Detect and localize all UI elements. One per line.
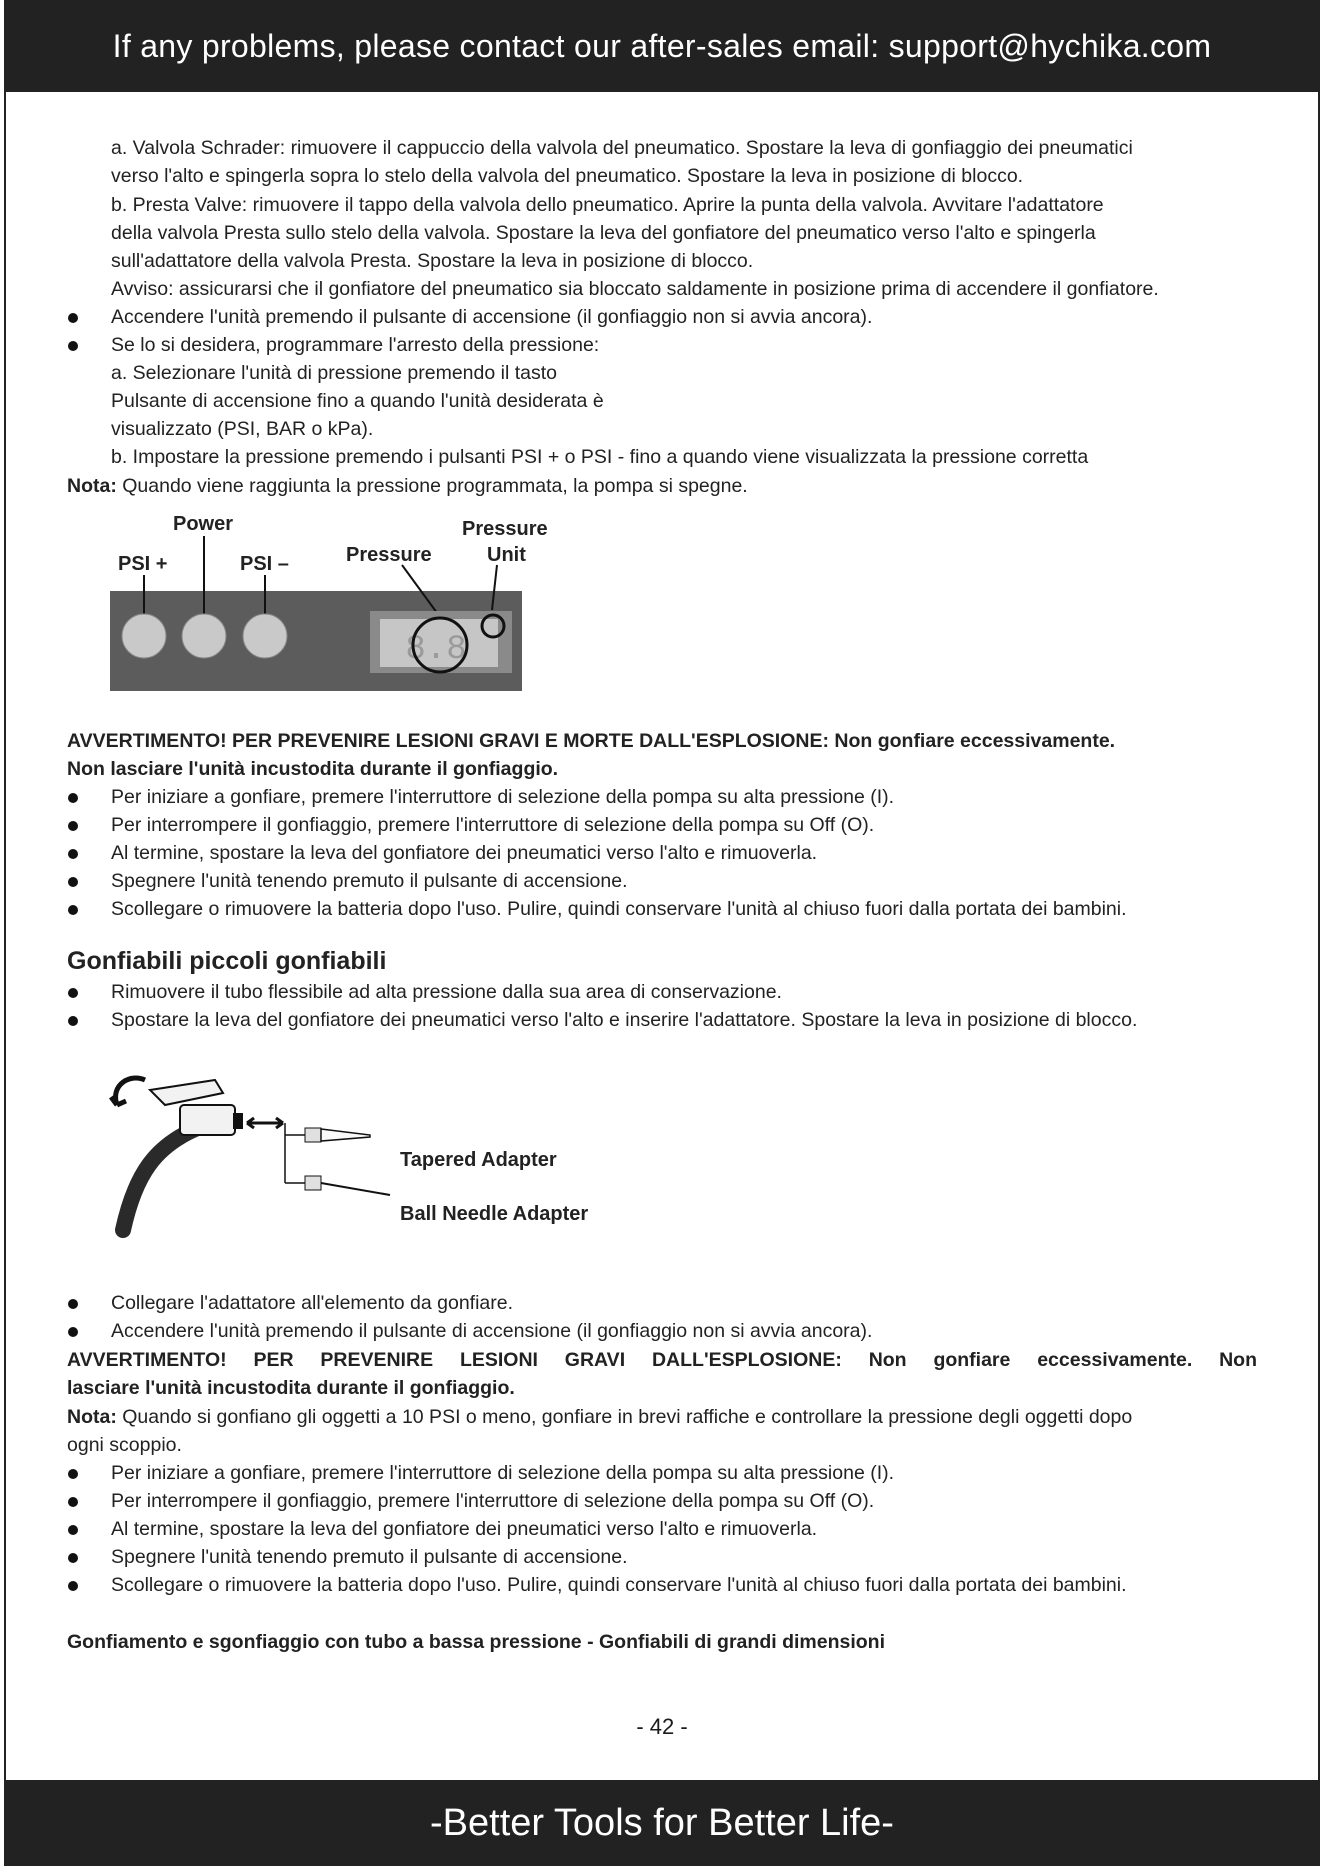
warning-line: AVVERTIMENTO! PER PREVENIRE LESIONI GRAVI DALL'ESPLOSIONE: Non gonfiare eccessivamente. Non [67, 1349, 1257, 1371]
bullet-icon [68, 1469, 78, 1479]
text-line: a. Valvola Schrader: rimuovere il cappuccio della valvola del pneumatico. Spostare la leva di gonfiaggio dei pneumatici [111, 137, 1133, 159]
needle-adapter-thread [305, 1176, 321, 1190]
text-line: visualizzato (PSI, BAR o kPa). [111, 418, 374, 440]
psi-plus-button [122, 614, 166, 658]
section-heading: Gonfiamento e sgonfiaggio con tubo a bassa pressione - Gonfiabili di grandi dimensioni [67, 1631, 885, 1653]
text-line: della valvola Presta sullo stelo della valvola. Spostare la leva del gonfiatore del pneumatico verso l'alto e spingerla [111, 222, 1096, 244]
bullet-icon [68, 341, 78, 351]
control-panel-figure [100, 505, 570, 695]
warning-line: Non lasciare l'unità incustodita durante il gonfiaggio. [67, 758, 559, 780]
text-line: Pulsante di accensione fino a quando l'unità desiderata è [111, 390, 604, 412]
adapter-figure [105, 1065, 625, 1240]
text-line: sull'adattatore della valvola Presta. Spostare la leva in posizione di blocco. [111, 250, 754, 272]
section-heading: Gonfiabili piccoli gonfiabili [67, 947, 387, 975]
note-line [67, 474, 748, 498]
tapered-adapter [321, 1129, 370, 1141]
psi-plus-label: PSI + [118, 553, 168, 575]
hose [123, 1127, 200, 1230]
list-item: Collegare l'adattatore all'elemento da gonfiare. [111, 1292, 514, 1314]
support-banner: If any problems, please contact our after-sales email: support@hychika.com [4, 0, 1320, 92]
list-item: Rimuovere il tubo flessibile ad alta pressione dalla sua area di conservazione. [111, 981, 782, 1003]
slogan-banner: -Better Tools for Better Life- [4, 1780, 1320, 1866]
bullet-icon [68, 849, 78, 859]
chuck-tip [233, 1113, 243, 1129]
bullet-icon [68, 988, 78, 998]
pressure-unit-label-2: Unit [487, 544, 526, 566]
bullet-icon [68, 905, 78, 915]
bullet-icon [68, 1327, 78, 1337]
bullet-icon [68, 1525, 78, 1535]
text-line: Avviso: assicurarsi che il gonfiatore del pneumatico sia bloccato saldamente in posizione prima di accendere il gonfiatore. [111, 278, 1159, 300]
bullet-icon [68, 1299, 78, 1309]
list-item: Al termine, spostare la leva del gonfiatore dei pneumatici verso l'alto e rimuoverla. [111, 1518, 818, 1540]
tapered-adapter-thread [305, 1128, 321, 1142]
bullet-icon [68, 1497, 78, 1507]
lcd-digits: 8.8 [405, 631, 467, 669]
note-label: Nota: [67, 475, 117, 497]
psi-minus-label: PSI – [240, 553, 289, 575]
bullet-icon [68, 877, 78, 887]
list-item: Scollegare o rimuovere la batteria dopo l'uso. Pulire, quindi conservare l'unità al chiuso fuori dalla portata dei bambini. [111, 1574, 1127, 1596]
warning-line: lasciare l'unità incustodita durante il gonfiaggio. [67, 1377, 515, 1399]
tapered-adapter-label: Tapered Adapter [400, 1149, 557, 1171]
bullet-icon [68, 821, 78, 831]
bullet-icon [68, 1553, 78, 1563]
list-item: Se lo si desidera, programmare l'arresto della pressione: [111, 334, 600, 356]
power-button [182, 614, 226, 658]
text-line: b. Impostare la pressione premendo i pulsanti PSI + o PSI - fino a quando viene visualizzata la pressione corretta [111, 446, 1089, 468]
list-item: Per iniziare a gonfiare, premere l'interruttore di selezione della pompa su alta pressione (I). [111, 1462, 895, 1484]
chuck-lever [150, 1080, 223, 1105]
list-item: Per interrompere il gonfiaggio, premere l'interruttore di selezione della pompa su Off (O). [111, 1490, 875, 1512]
rotate-arrow-icon [111, 1078, 145, 1105]
bullet-icon [68, 1016, 78, 1026]
list-item: Spegnere l'unità tenendo premuto il pulsante di accensione. [111, 870, 628, 892]
text-line: b. Presta Valve: rimuovere il tappo della valvola dello pneumatico. Aprire la punta della valvola. Avvitare l'adattatore [111, 194, 1104, 216]
bullet-icon [68, 313, 78, 323]
bullet-icon [68, 793, 78, 803]
list-item: Per iniziare a gonfiare, premere l'interruttore di selezione della pompa su alta pressione (I). [111, 786, 895, 808]
note-line: ogni scoppio. [67, 1434, 182, 1456]
ball-needle [321, 1183, 390, 1195]
note-text: Quando viene raggiunta la pressione programmata, la pompa si spegne. [116, 475, 748, 497]
list-item: Accendere l'unità premendo il pulsante di accensione (il gonfiaggio non si avvia ancora). [111, 306, 873, 328]
warning-line: AVVERTIMENTO! PER PREVENIRE LESIONI GRAVI E MORTE DALL'ESPLOSIONE: Non gonfiare eccessivamente. [67, 730, 1116, 752]
list-item: Spegnere l'unità tenendo premuto il pulsante di accensione. [111, 1546, 628, 1568]
list-item: Spostare la leva del gonfiatore dei pneumatici verso l'alto e inserire l'adattatore. Spostare la leva in posizione di blocco. [111, 1009, 1138, 1031]
psi-minus-button [243, 614, 287, 658]
ball-needle-adapter-label: Ball Needle Adapter [400, 1203, 589, 1225]
inflator-chuck [180, 1105, 235, 1135]
list-item: Accendere l'unità premendo il pulsante di accensione (il gonfiaggio non si avvia ancora). [111, 1320, 873, 1342]
bullet-icon [68, 1581, 78, 1591]
text-line: a. Selezionare l'unità di pressione premendo il tasto [111, 362, 557, 384]
note-label: Nota: [67, 1406, 117, 1428]
text-line: verso l'alto e spingerla sopra lo stelo della valvola del pneumatico. Spostare la leva in posizione di blocco. [111, 165, 1024, 187]
power-label: Power [173, 513, 234, 535]
pressure-unit-label-1: Pressure [462, 518, 548, 540]
list-item: Al termine, spostare la leva del gonfiatore dei pneumatici verso l'alto e rimuoverla. [111, 842, 818, 864]
list-item: Per interrompere il gonfiaggio, premere l'interruttore di selezione della pompa su Off (O). [111, 814, 875, 836]
note-line [67, 1405, 1132, 1429]
pressure-label: Pressure [346, 544, 432, 566]
page-number: - 42 - [636, 1714, 688, 1739]
note-text: Quando si gonfiano gli oggetti a 10 PSI o meno, gonfiare in brevi raffiche e controllare la pressione degli oggetti dopo [116, 1406, 1133, 1428]
double-arrow-icon [247, 1118, 283, 1128]
list-item: Scollegare o rimuovere la batteria dopo l'uso. Pulire, quindi conservare l'unità al chiuso fuori dalla portata dei bambini. [111, 898, 1127, 920]
